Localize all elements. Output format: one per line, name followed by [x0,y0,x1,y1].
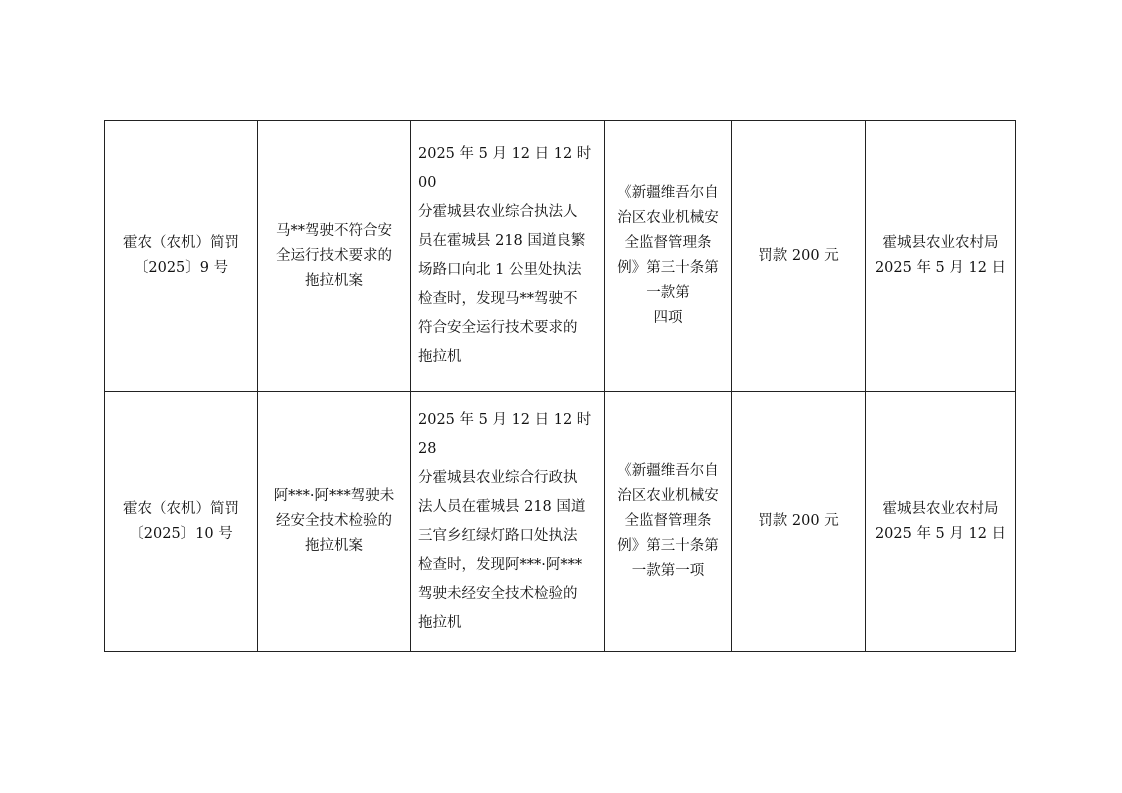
legal-basis: 《新疆维吾尔自 治区农业机械安 全监督管理条 例》第三十条第 一款第一项 [617,463,719,579]
authority-date: 霍城县农业农村局 2025 年 5 月 12 日 [874,235,1007,276]
legal-basis: 《新疆维吾尔自 治区农业机械安 全监督管理条 例》第三十条第 一款第 四项 [617,185,719,326]
case-name-cell [258,392,411,652]
violation-description: 2025 年 5 月 12 日 12 时 28 分霍城县农业综合行政执 法人员在霍城县 218 国道 三官乡红绿灯路口处执法 检查时，发现阿***·阿*** 驾驶未经安全技术检验的 拖拉机 [418,411,592,631]
penalty-cell [732,121,866,392]
authority-date: 霍城县农业农村局 2025 年 5 月 12 日 [874,500,1007,542]
penalty-record-table [104,120,1016,652]
penalty: 罚款 200 元 [758,513,839,529]
violation-description-cell [411,121,605,392]
case-number-cell [105,121,258,392]
case-number-cell [105,392,258,652]
case-number: 霍农（农机）简罚 〔2025〕10 号 [123,500,239,542]
case-name: 马**驾驶不符合安 全运行技术要求的 拖拉机案 [276,222,392,289]
penalty-cell [732,392,866,652]
authority-date-cell [866,392,1016,652]
table-row [105,121,1016,392]
legal-basis-cell [605,392,732,652]
case-number: 霍农（农机）简罚 〔2025〕9 号 [123,235,239,276]
authority-date-cell [866,121,1016,392]
violation-description-cell [411,392,605,652]
penalty: 罚款 200 元 [758,247,839,264]
legal-basis-cell [605,121,732,392]
violation-description: 2025 年 5 月 12 日 12 时 00 分霍城县农业综合执法人 员在霍城县 218 国道良繁 场路口向北 1 公里处执法 检查时，发现马**驾驶不 符合安全运行技术要求的 拖拉机 [418,146,592,365]
case-name-cell [258,121,411,392]
table-row [105,392,1016,652]
case-name: 阿***·阿***驾驶未 经安全技术检验的 拖拉机案 [273,488,395,554]
